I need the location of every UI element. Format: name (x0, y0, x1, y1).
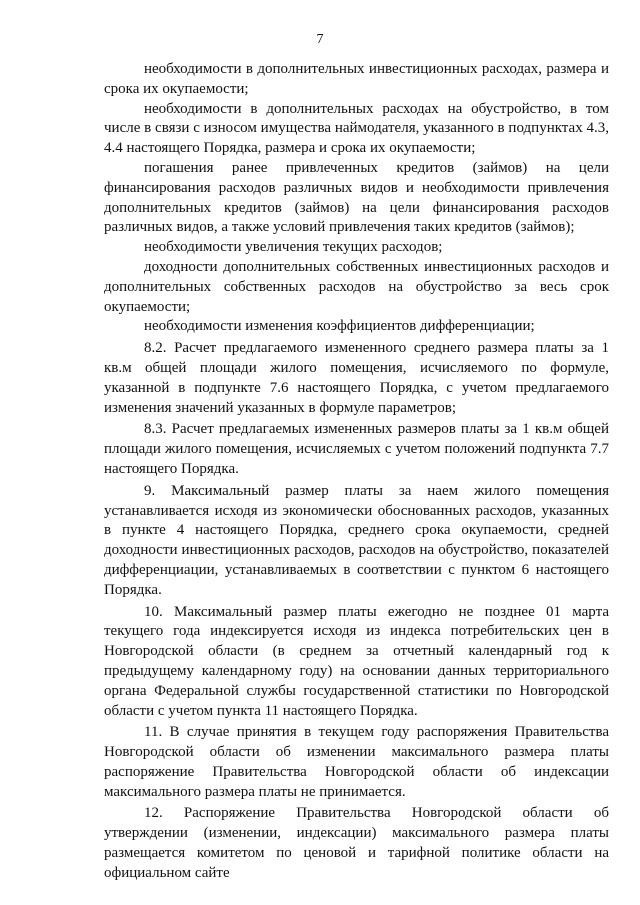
paragraph-8-3: 8.3. Расчет предлагаемых измененных размеров платы за 1 кв.м общей площади жилого помещения, исчисляемых с учетом положений подпункта 7.7 настоящего Порядка. (104, 421, 609, 477)
paragraph-current-expenses: необходимости увеличения текущих расходов; (144, 239, 443, 256)
paragraph-coefficients: необходимости изменения коэффициентов дифференциации; (144, 318, 535, 335)
document-body (104, 60, 609, 884)
paragraph-arrangement-expenses: необходимости в дополнительных расходах на обустройство, в том числе в связи с износом имущества наймодателя, указанного в подпунктах 4.3, 4.4 настоящего Порядка, размера и срока их окупаемости; (104, 100, 609, 157)
paragraph-profitability: доходности дополнительных собственных инвестиционных расходов и дополнительных собственных расходов на обустройство за весь срок окупаемости; (104, 258, 609, 315)
paragraph-12: 12. Распоряжение Правительства Новгородской области об утверждении (изменении, индексации) максимального размера платы размещается комитетом по ценовой и тарифной политике области на официальном сайте (104, 805, 609, 881)
paragraph-9: 9. Максимальный размер платы за наем жилого помещения устанавливается исходя из экономически обоснованных расходов, указанных в пункте 4 настоящего Порядка, среднего срока окупаемости, средней доходности инвестиционных расходов, расходов на обустройство, показателей дифференциации, устанавливаемых в соответствии с пунктом 6 настоящего Порядка. (104, 482, 609, 598)
paragraph-investment-expenses: необходимости в дополнительных инвестиционных расходах, размера и срока их окупаемости; (104, 61, 609, 97)
paragraph-loan-repayment: погашения ранее привлеченных кредитов (займов) на цели финансирования расходов различных видов и необходимости привлечения дополнительных кредитов (займов) на цели финансирования расходов различных видов, а также условий привлечения таких кредитов (займов); (104, 159, 609, 236)
paragraph-8-2: 8.2. Расчет предлагаемого измененного среднего размера платы за 1 кв.м общей площади жилого помещения, исчисляемого по формуле, указанной в подпункте 7.6 настоящего Порядка, с учетом предлагаемого изменения значений указанных в формуле параметров; (104, 340, 609, 416)
page-number: 7 (316, 32, 324, 47)
paragraph-10: 10. Максимальный размер платы ежегодно не позднее 01 марта текущего года индексируется исходя из индекса потребительских цен в Новгородской области (в среднем за отчетный календарный год к предыдущему календарному году) на основании данных территориального органа Федеральной службы государственной статистики по Новгородской области с учетом пункта 11 настоящего Порядка. (104, 603, 609, 719)
paragraph-11: 11. В случае принятия в текущем году распоряжения Правительства Новгородской области об изменении максимального размера платы распоряжение Правительства Новгородской области об индексации максимального размера платы не принимается. (104, 724, 609, 800)
